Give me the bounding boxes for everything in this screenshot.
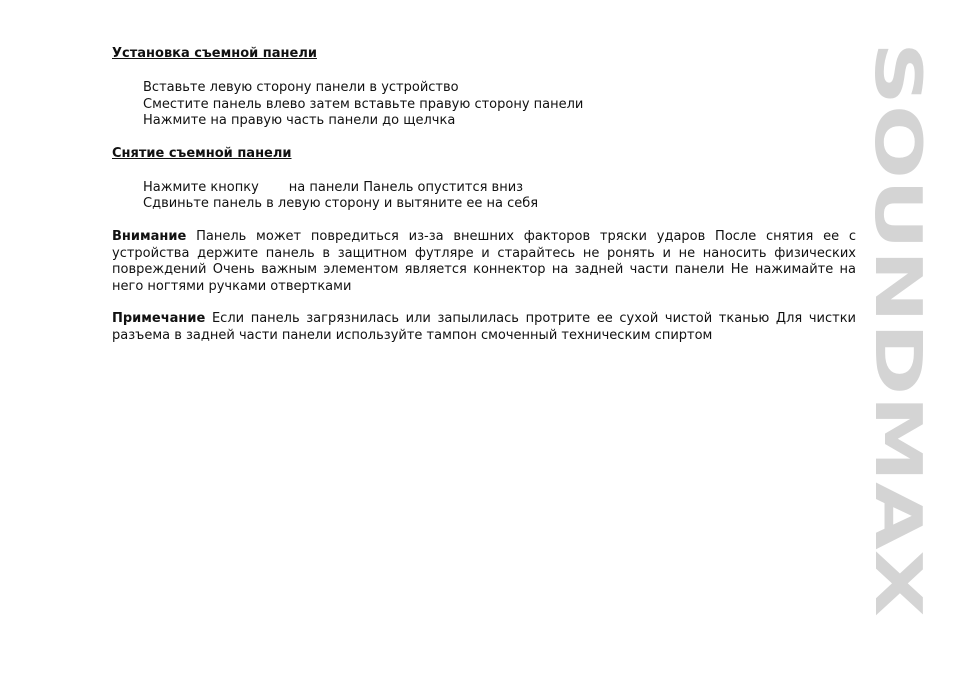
remove-step: [143, 180, 856, 197]
brand-logo-text: SOUNDMAX: [860, 42, 934, 464]
warning-paragraph: [112, 229, 856, 295]
brand-watermark: [860, 42, 934, 617]
manual-page: [112, 46, 856, 361]
install-step: Вставьте левую сторону панели в устройство: [143, 80, 459, 95]
section-heading-remove: Снятие съемной панели: [112, 145, 292, 161]
remove-steps-list: [112, 180, 856, 213]
remove-step-text-rest: на панели Панель опустится вниз: [288, 179, 524, 195]
remove-step-text: Нажмите кнопку: [143, 179, 259, 195]
warning-lead: Внимание: [112, 228, 187, 244]
warning-text: Панель может повредиться из-за внешних факторов тряски ударов После снятия ее с устройства держите панель в защитном футляре и старайтесь не ронять и не наносить физических повреждений Очень важным элементом является коннектор на задней части панели Не нажимайте на него ногтями ручками отвертками: [112, 228, 856, 294]
note-lead: Примечание: [112, 311, 206, 327]
section-heading-install: Установка съемной панели: [112, 46, 317, 61]
remove-step: Сдвиньте панель в левую сторону и вытяните ее на себя: [143, 196, 539, 212]
install-steps-list: [112, 80, 856, 130]
install-step: Сместите панель влево затем вставьте правую сторону панели: [143, 96, 584, 112]
brand-logo: [860, 42, 934, 617]
note-paragraph: [112, 311, 856, 344]
install-step: Нажмите на правую часть панели до щелчка: [143, 113, 456, 129]
note-text: Если панель загрязнилась или запылилась протрите ее сухой чистой тканью Для чистки разъема в задней части панели используйте тампон смоченный техническим спиртом: [112, 311, 856, 343]
